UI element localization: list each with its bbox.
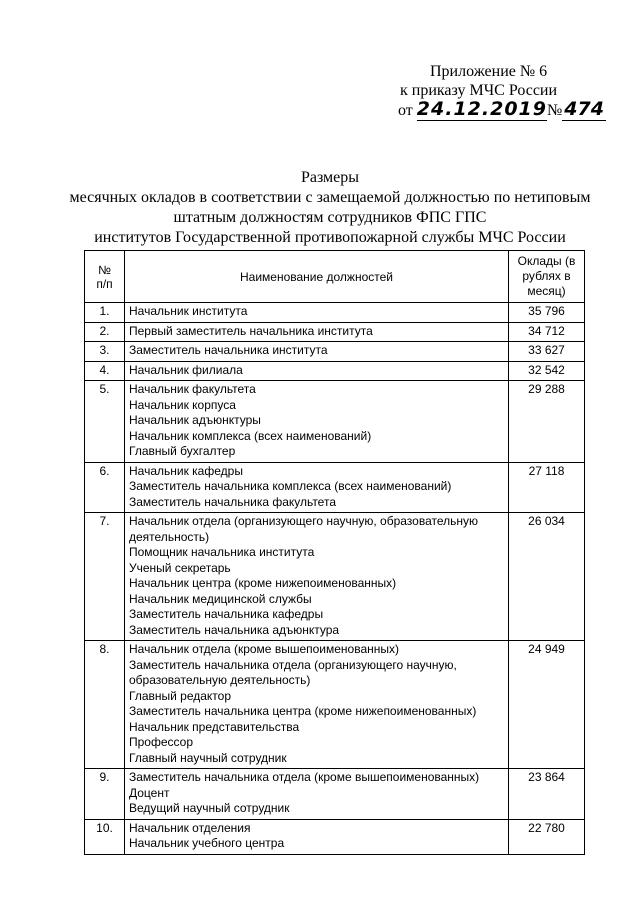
position-title: Профессор (129, 735, 194, 749)
position-title: Начальник комплекса (всех наименований) (129, 428, 372, 443)
position-title: Начальник кафедры (129, 463, 243, 478)
position-title: Начальник адъюнктуры (129, 413, 261, 427)
row-salary: 35 796 (509, 303, 585, 323)
row-number: 9. (85, 769, 125, 820)
position-title: Заместитель начальника кафедры (129, 607, 324, 621)
table-row (85, 322, 585, 342)
position-title: Ведущий научный сотрудник (129, 801, 290, 815)
row-salary: 23 864 (509, 769, 585, 820)
handwritten-number: 474 (564, 98, 604, 120)
position-title: Заместитель начальника центра (кроме нижепоименованных) (129, 704, 477, 718)
table-row (85, 381, 585, 463)
position-title: Начальник отделения (129, 820, 251, 835)
title-line-4: институтов Государственной противопожарной службы МЧС России (94, 229, 566, 246)
position-title: Заместитель начальника института (129, 343, 328, 357)
table-row (85, 641, 585, 769)
position-title: Начальник центра (кроме нижепоименованных) (129, 576, 397, 590)
row-positions (125, 361, 509, 381)
position-title: Начальник отдела (организующего научную, образовательную деятельность) (129, 514, 479, 544)
position-title: Начальник филиала (129, 362, 243, 377)
row-number: 5. (85, 381, 125, 463)
from-label: от (398, 102, 413, 119)
column-header-name: Наименование должностей (125, 251, 509, 303)
title-line-1: Размеры (300, 169, 360, 186)
column-header-salary: Оклады (в рублях в месяц) (509, 251, 585, 303)
row-positions (125, 769, 509, 820)
row-number: 8. (85, 641, 125, 769)
position-title: Начальник института (129, 304, 248, 318)
row-number: 3. (85, 342, 125, 362)
title-line-2: месячных окладов в соответствии с замещаемой должностью по нетиповым (69, 189, 591, 206)
appendix-header (378, 62, 604, 120)
row-positions (125, 819, 509, 854)
row-salary: 22 780 (509, 819, 585, 854)
table-row (85, 342, 585, 362)
column-header-number (85, 251, 125, 303)
order-reference: к приказу МЧС России (400, 82, 558, 99)
table-row (85, 303, 585, 323)
row-number: 6. (85, 462, 125, 513)
row-positions (125, 641, 509, 769)
column-header-number-text: № п/п (96, 262, 113, 291)
table-header-row (85, 251, 585, 303)
position-title: Заместитель начальника отдела (организующего научную, образовательную деятельность) (129, 657, 457, 687)
row-salary: 29 288 (509, 381, 585, 463)
position-title: Заместитель начальника отдела (кроме вышепоименованных) (129, 770, 480, 784)
row-positions (125, 322, 509, 342)
row-salary: 24 949 (509, 641, 585, 769)
position-title: Ученый секретарь (129, 560, 231, 575)
order-date-number (378, 98, 604, 120)
row-salary: 27 118 (509, 462, 585, 513)
position-title: Начальник факультета (129, 382, 256, 396)
row-number: 2. (85, 322, 125, 342)
row-number: 1. (85, 303, 125, 323)
row-salary: 32 542 (509, 361, 585, 381)
position-title: Начальник медицинской службы (129, 591, 312, 606)
row-number: 10. (85, 819, 125, 854)
appendix-label: Приложение № 6 (430, 63, 548, 80)
row-positions (125, 342, 509, 362)
position-title: Первый заместитель начальника института (129, 323, 373, 338)
row-positions (125, 381, 509, 463)
row-positions (125, 303, 509, 323)
salary-table (84, 250, 585, 855)
position-title: Главный редактор (129, 688, 232, 703)
table-row (85, 513, 585, 641)
position-title: Начальник отдела (кроме вышепоименованных) (129, 642, 400, 656)
handwritten-date: 24.12.2019 (416, 98, 547, 120)
position-title: Начальник учебного центра (129, 836, 285, 850)
position-title: Заместитель начальника комплекса (всех наименований) (129, 479, 452, 493)
position-title: Заместитель начальника адъюнктура (129, 622, 340, 637)
row-number: 4. (85, 361, 125, 381)
position-title: Начальник представительства (129, 719, 300, 734)
table-row (85, 361, 585, 381)
row-number: 7. (85, 513, 125, 641)
title-line-3: штатным должностям сотрудников ФПС ГПС (173, 209, 487, 226)
position-title: Помощник начальника института (129, 545, 315, 559)
position-title: Главный бухгалтер (129, 444, 236, 458)
row-salary: 34 712 (509, 322, 585, 342)
position-title: Главный научный сотрудник (129, 750, 287, 765)
document-title (60, 168, 600, 248)
table-body (85, 303, 585, 855)
row-salary: 33 627 (509, 342, 585, 362)
position-title: Начальник корпуса (129, 397, 236, 412)
table-row (85, 462, 585, 513)
position-title: Доцент (129, 785, 170, 800)
row-positions (125, 513, 509, 641)
table-row (85, 819, 585, 854)
row-positions (125, 462, 509, 513)
number-label: № (546, 102, 563, 119)
table-row (85, 769, 585, 820)
position-title: Заместитель начальника факультета (129, 494, 336, 509)
row-salary: 26 034 (509, 513, 585, 641)
